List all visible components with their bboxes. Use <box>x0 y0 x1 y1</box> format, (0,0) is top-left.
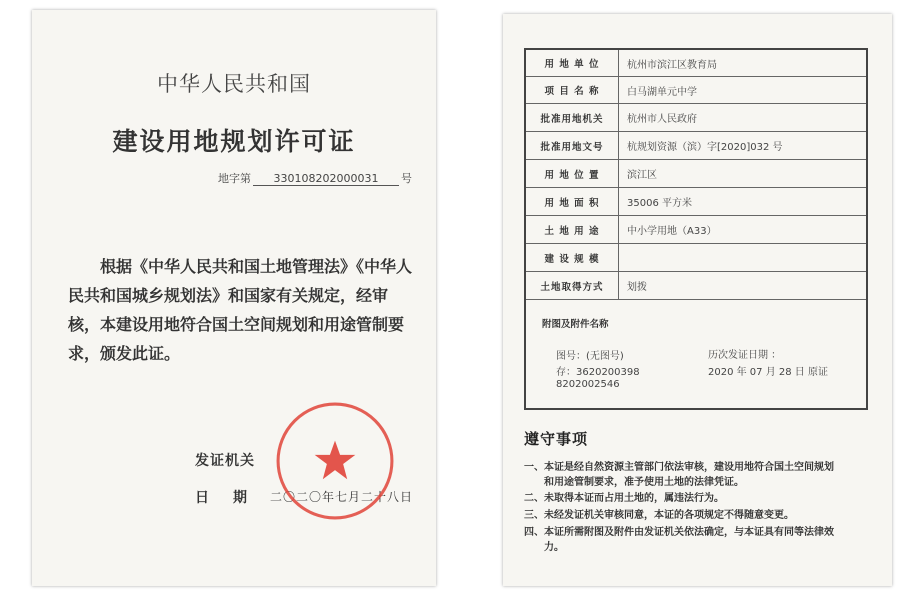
row-value: 35006 平方米 <box>627 198 692 209</box>
note-index: 一、 <box>524 462 544 473</box>
certificate-body-text: 根据《中华人民共和国土地管理法》《中华人民共和国城乡规划法》和国家有关规定，经审核，本建设用地符合国土空间规划和用途管制要求，颁发此证。 <box>68 257 413 363</box>
permit-suffix: 号 <box>401 172 412 185</box>
note-item <box>524 460 874 490</box>
seal-star-icon <box>315 441 356 480</box>
row-value: 杭州市人民政府 <box>627 114 697 125</box>
archive-number-2: 8202002546 <box>556 379 620 390</box>
table-row <box>526 77 866 104</box>
row-label: 批准用地机关 <box>526 104 619 131</box>
history-note: 原证 <box>808 367 828 378</box>
note-text-cont: 和用途管制要求，准予使用土地的法律凭证。 <box>544 477 744 488</box>
row-label: 批准用地文号 <box>526 132 619 159</box>
table-row <box>526 104 866 132</box>
row-value: 杭州市滨江区教育局 <box>627 59 717 71</box>
table-row <box>526 50 866 77</box>
date-label-char-1: 日 <box>195 490 209 506</box>
note-index: 三、 <box>524 510 544 521</box>
row-value: 划拨 <box>627 282 647 293</box>
date-label <box>195 487 247 507</box>
row-label: 建 设 规 模 <box>526 244 619 271</box>
note-text: 本证所需附图及附件由发证机关依法确定，与本证具有同等法律效 <box>544 527 834 538</box>
row-label: 土 地 用 途 <box>526 216 619 243</box>
notes-title: 遵守事项 <box>524 430 589 448</box>
table-row <box>526 160 866 188</box>
official-seal <box>274 400 396 522</box>
table-row <box>526 272 866 300</box>
permit-number: 330108202000031 <box>253 172 399 186</box>
table-row <box>526 244 866 272</box>
permit-prefix: 地字第 <box>218 172 251 185</box>
note-text-cont: 力。 <box>544 542 564 553</box>
history-date: 2020 年 07 月 28 日 <box>708 367 805 378</box>
land-info-table <box>524 48 868 410</box>
row-label: 用 地 单 位 <box>526 50 619 76</box>
issuing-authority-label: 发证机关 <box>195 453 255 469</box>
issue-date: 二〇二〇年七月二十八日 <box>270 490 414 504</box>
note-item <box>524 508 874 523</box>
row-value: 杭规划资源（滨）字[2020]032 号 <box>627 142 783 153</box>
note-text: 未取得本证而占用土地的，属违法行为。 <box>544 493 724 504</box>
certificate-back-page <box>503 14 892 586</box>
permit-number-line <box>218 170 412 186</box>
note-item <box>524 525 874 555</box>
row-label: 土地取得方式 <box>526 272 619 299</box>
row-value: 滨江区 <box>627 170 657 181</box>
archive-number-1: 存：3620200398 <box>556 367 640 378</box>
row-value: 中小学用地（A33） <box>627 226 717 237</box>
row-value: 白马湖单元中学 <box>627 86 697 98</box>
certificate-front-page <box>32 10 436 586</box>
note-text: 本证是经自然资源主管部门依法审核，建设用地符合国土空间规划 <box>544 462 834 473</box>
table-row <box>526 132 866 160</box>
row-label: 项 目 名 称 <box>526 77 619 103</box>
certificate-title: 建设用地规划许可证 <box>112 127 356 156</box>
note-text: 未经发证机关审核同意，本证的各项规定不得随意变更。 <box>544 510 794 521</box>
attachments-label: 附图及附件名称 <box>542 319 609 330</box>
note-index: 二、 <box>524 493 544 504</box>
note-index: 四、 <box>524 527 544 538</box>
history-date-label: 历次发证日期 ： <box>708 350 782 361</box>
figure-number: 图号：(无图号) <box>556 351 624 362</box>
date-label-char-2: 期 <box>233 490 247 506</box>
table-row <box>526 188 866 216</box>
table-row <box>526 216 866 244</box>
note-item <box>524 491 874 506</box>
row-label: 用 地 位 置 <box>526 160 619 187</box>
row-label: 用 地 面 积 <box>526 188 619 215</box>
country-heading: 中华人民共和国 <box>157 72 311 96</box>
